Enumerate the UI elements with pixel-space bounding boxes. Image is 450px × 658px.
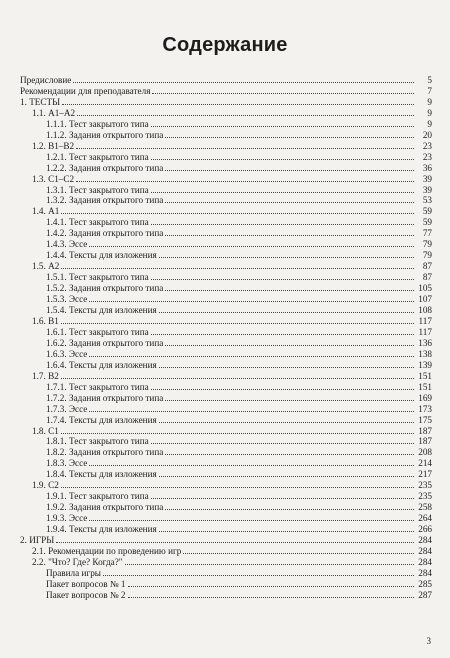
toc-entry-title: 1.6. В1	[32, 315, 59, 326]
toc-entry-page: 187	[418, 425, 432, 436]
leader-dots	[151, 185, 414, 193]
toc-entry-page: 53	[422, 195, 432, 206]
toc-entry-title: 1.3.2. Задания открытого типа	[46, 195, 164, 206]
leader-dots	[77, 108, 414, 116]
leader-dots	[89, 349, 414, 357]
toc-entry-page: 235	[418, 491, 432, 502]
toc-entry-page: 287	[418, 589, 432, 600]
toc-entry	[20, 404, 432, 415]
leader-dots	[151, 217, 414, 225]
toc-entry-title: Пакет вопросов № 1	[46, 578, 126, 589]
toc-entry-page: 151	[418, 381, 432, 392]
toc-entry-page: 284	[418, 567, 432, 578]
toc-entry-page: 9	[427, 107, 432, 118]
toc-entry-page: 20	[422, 129, 432, 140]
toc-entry-title: 1.9.4. Тексты для изложения	[46, 524, 157, 535]
toc-entry-page: 59	[422, 217, 432, 228]
toc-entry	[20, 458, 432, 469]
toc-entry-page: 9	[427, 118, 432, 129]
leader-dots	[128, 590, 414, 598]
leader-dots	[165, 163, 414, 171]
toc-entry-page: 23	[422, 140, 432, 151]
toc-entry	[20, 185, 432, 196]
toc-entry	[20, 250, 432, 261]
toc-entry	[20, 447, 432, 458]
toc-entry	[20, 338, 432, 349]
toc-entry	[20, 294, 432, 305]
toc-entry-title: 1.3. С1–С2	[32, 173, 75, 184]
leader-dots	[151, 436, 414, 444]
toc-entry	[20, 97, 432, 108]
toc-entry-title: 1.5.2. Задания открытого типа	[46, 283, 164, 294]
toc-entry-page: 235	[418, 480, 432, 491]
leader-dots	[89, 404, 414, 412]
toc-entry-page: 173	[418, 403, 432, 414]
toc-entry-title: 1.6.3. Эссе	[46, 348, 88, 359]
toc-entry	[20, 163, 432, 174]
toc-entry-page: 79	[422, 250, 432, 261]
toc-entry-title: 1.8. С1	[32, 425, 59, 436]
toc-entry	[20, 480, 432, 491]
leader-dots	[159, 469, 414, 477]
toc-entry-page: 284	[418, 545, 432, 556]
toc-entry-title: 1.4. А1	[32, 206, 60, 217]
toc-entry-title: Предисловие	[20, 75, 72, 85]
toc-entry-page: 264	[418, 513, 432, 524]
toc-entry-page: 117	[418, 326, 432, 337]
toc-entry	[20, 327, 432, 338]
toc-entry	[20, 239, 432, 250]
leader-dots	[73, 75, 414, 83]
toc-entry-title: 2.1. Рекомендации по проведению игр	[32, 545, 182, 556]
toc-entry	[20, 206, 432, 217]
toc-entry-page: 138	[418, 348, 432, 359]
toc-entry	[20, 579, 432, 590]
toc-entry-title: 1.7.4. Тексты для изложения	[46, 414, 157, 425]
leader-dots	[61, 316, 414, 324]
toc-entry-title: 1.2. В1–В2	[32, 140, 75, 151]
toc-entry-page: 266	[418, 524, 432, 535]
toc-entry	[20, 152, 432, 163]
toc-entry-title: Правила игры	[46, 567, 101, 578]
toc-entry	[20, 108, 432, 119]
leader-dots	[151, 119, 414, 127]
leader-dots	[159, 360, 414, 368]
toc-entry	[20, 502, 432, 513]
toc-entry-title: 1. ТЕСТЫ	[20, 96, 61, 107]
leader-dots	[151, 272, 414, 280]
toc-entry	[20, 469, 432, 480]
toc-entry	[20, 217, 432, 228]
toc-entry	[20, 524, 432, 535]
leader-dots	[165, 502, 414, 510]
toc-entry-title: 1.1.2. Задания открытого типа	[46, 129, 164, 140]
toc-entry-page: 117	[418, 315, 432, 326]
leader-dots	[165, 447, 414, 455]
toc-entry	[20, 513, 432, 524]
toc-entry	[20, 436, 432, 447]
toc-entry-title: 1.4.4. Тексты для изложения	[46, 250, 157, 261]
toc-entry-title: 2.2. "Что? Где? Когда?"	[32, 556, 123, 567]
leader-dots	[61, 426, 414, 434]
toc-entry	[20, 75, 432, 86]
toc-entry-page: 139	[418, 359, 432, 370]
toc-entry-page: 23	[422, 151, 432, 162]
toc-entry-title: 1.4.2. Задания открытого типа	[46, 228, 164, 239]
leader-dots	[76, 141, 414, 149]
toc-entry-title: Рекомендации для преподавателя	[20, 85, 151, 96]
toc-entry-title: 1.1.1. Тест закрытого типа	[46, 118, 149, 129]
leader-dots	[159, 305, 414, 313]
toc-entry-title: 1.9. С2	[32, 480, 59, 491]
leader-dots	[152, 86, 414, 94]
toc-entry-title: 1.5. А2	[32, 261, 60, 272]
toc-entry-title: 1.8.2. Задания открытого типа	[46, 447, 164, 458]
toc-entry-page: 217	[418, 469, 432, 480]
leader-dots	[159, 415, 414, 423]
toc-entry-page: 187	[418, 436, 432, 447]
leader-dots	[125, 557, 414, 565]
toc-entry-page: 169	[418, 392, 432, 403]
toc-entry	[20, 119, 432, 130]
toc-entry	[20, 141, 432, 152]
toc-entry-page: 36	[422, 162, 432, 173]
toc-entry-title: 1.1. А1–А2	[32, 107, 76, 118]
toc-entry	[20, 393, 432, 404]
toc-entry-title: 1.8.1. Тест закрытого типа	[46, 436, 149, 447]
toc-entry-title: 1.4.1. Тест закрытого типа	[46, 217, 149, 228]
leader-dots	[165, 228, 414, 236]
toc-entry	[20, 174, 432, 185]
toc-entry-page: 79	[422, 239, 432, 250]
toc-entry	[20, 491, 432, 502]
toc-entry	[20, 426, 432, 437]
leader-dots	[89, 294, 414, 302]
toc-entry-page: 284	[418, 535, 432, 546]
toc-entry-page: 258	[418, 502, 432, 513]
table-of-contents	[20, 75, 432, 601]
toc-entry	[20, 228, 432, 239]
toc-entry-page: 107	[418, 294, 432, 305]
toc-entry-title: 1.5.3. Эссе	[46, 294, 88, 305]
page-title: Содержание	[162, 34, 288, 56]
toc-entry-title: 2. ИГРЫ	[20, 535, 55, 546]
toc-entry-page: 151	[418, 370, 432, 381]
leader-dots	[76, 174, 414, 182]
leader-dots	[89, 458, 414, 466]
toc-entry-title: 1.5.1. Тест закрытого типа	[46, 272, 149, 283]
leader-dots	[61, 261, 414, 269]
toc-entry	[20, 382, 432, 393]
leader-dots	[183, 546, 414, 554]
toc-entry	[20, 261, 432, 272]
toc-entry-title: 1.7.1. Тест закрытого типа	[46, 381, 149, 392]
toc-entry-title: 1.9.2. Задания открытого типа	[46, 502, 164, 513]
toc-entry-page: 77	[422, 228, 432, 239]
leader-dots	[61, 480, 414, 488]
toc-entry-page: 105	[418, 283, 432, 294]
leader-dots	[61, 371, 414, 379]
toc-entry-title: 1.9.1. Тест закрытого типа	[46, 491, 149, 502]
toc-entry-title: 1.7.2. Задания открытого типа	[46, 392, 164, 403]
toc-entry	[20, 283, 432, 294]
leader-dots	[61, 206, 414, 214]
toc-entry	[20, 349, 432, 360]
leader-dots	[89, 513, 414, 521]
toc-entry	[20, 195, 432, 206]
toc-entry-title: 1.8.4. Тексты для изложения	[46, 469, 157, 480]
toc-entry-page: 285	[418, 578, 432, 589]
toc-entry-page: 5	[427, 75, 432, 85]
toc-entry	[20, 86, 432, 97]
leader-dots	[159, 524, 414, 532]
leader-dots	[165, 130, 414, 138]
toc-entry-page: 7	[427, 85, 432, 96]
leader-dots	[151, 382, 414, 390]
toc-entry	[20, 371, 432, 382]
toc-entry	[20, 305, 432, 316]
leader-dots	[165, 338, 414, 346]
toc-entry	[20, 568, 432, 579]
toc-entry-page: 175	[418, 414, 432, 425]
toc-entry-title: 1.2.1. Тест закрытого типа	[46, 151, 149, 162]
toc-entry	[20, 272, 432, 283]
leader-dots	[103, 568, 414, 576]
toc-entry-page: 108	[418, 305, 432, 316]
toc-entry-page: 9	[427, 96, 432, 107]
toc-entry-title: 1.2.2. Задания открытого типа	[46, 162, 164, 173]
toc-entry-title: 1.6.4. Тексты для изложения	[46, 359, 157, 370]
toc-entry-title: 1.4.3. Эссе	[46, 239, 88, 250]
toc-entry	[20, 130, 432, 141]
leader-dots	[56, 535, 414, 543]
toc-entry	[20, 360, 432, 371]
toc-entry-page: 39	[422, 173, 432, 184]
toc-entry-title: 1.7. В2	[32, 370, 59, 381]
toc-entry	[20, 557, 432, 568]
leader-dots	[165, 283, 414, 291]
toc-entry-page: 59	[422, 206, 432, 217]
toc-entry	[20, 546, 432, 557]
toc-entry-title: 1.5.4. Тексты для изложения	[46, 305, 157, 316]
leader-dots	[89, 239, 414, 247]
leader-dots	[165, 195, 414, 203]
toc-entry-page: 39	[422, 184, 432, 195]
toc-entry-title: Пакет вопросов № 2	[46, 589, 126, 600]
toc-entry-page: 284	[418, 556, 432, 567]
toc-entry-page: 208	[418, 447, 432, 458]
page-number: 3	[426, 636, 431, 646]
toc-entry	[20, 535, 432, 546]
leader-dots	[128, 579, 414, 587]
toc-entry-title: 1.6.2. Задания открытого типа	[46, 337, 164, 348]
toc-entry-page: 214	[418, 458, 432, 469]
toc-entry-title: 1.9.3. Эссе	[46, 513, 88, 524]
toc-entry-title: 1.3.1. Тест закрытого типа	[46, 184, 149, 195]
toc-entry-title: 1.7.3. Эссе	[46, 403, 88, 414]
leader-dots	[159, 250, 414, 258]
toc-entry-title: 1.8.3. Эссе	[46, 458, 88, 469]
toc-entry-page: 87	[422, 261, 432, 272]
leader-dots	[151, 327, 414, 335]
leader-dots	[165, 393, 414, 401]
leader-dots	[62, 97, 414, 105]
toc-entry-title: 1.6.1. Тест закрытого типа	[46, 326, 149, 337]
toc-entry-page: 87	[422, 272, 432, 283]
toc-entry	[20, 415, 432, 426]
toc-entry	[20, 316, 432, 327]
toc-entry-page: 136	[418, 337, 432, 348]
leader-dots	[151, 491, 414, 499]
toc-entry	[20, 590, 432, 601]
leader-dots	[151, 152, 414, 160]
